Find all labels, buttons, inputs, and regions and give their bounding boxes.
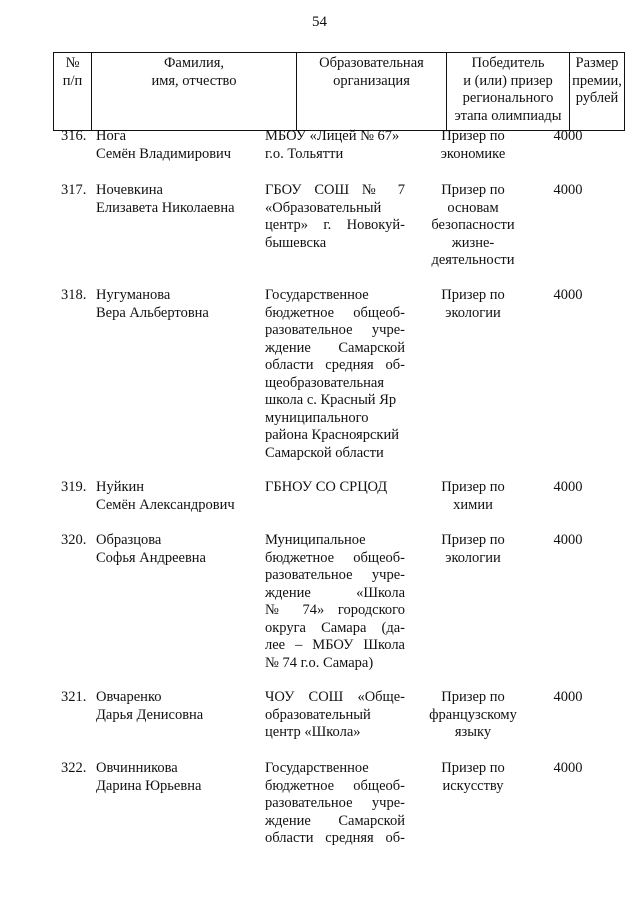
- row-result: Призер по французскому языку: [429, 689, 517, 740]
- row-prize: 4000: [553, 532, 583, 548]
- row-number: 316.: [61, 128, 87, 144]
- row-full-name: Нога Семён Владимирович: [96, 128, 232, 162]
- table-row: [53, 689, 638, 760]
- row-prize: 4000: [553, 287, 583, 303]
- row-number: 322.: [61, 760, 87, 776]
- page-number: 54: [312, 14, 327, 30]
- row-number: 321.: [61, 689, 87, 705]
- row-number: 319.: [61, 479, 87, 495]
- header-org-line: Образовательная: [319, 55, 424, 71]
- row-organization: Государственное бюджетное общеоб- разовательное учре- ждение Самарской области средняя об-: [265, 760, 405, 846]
- row-result: Призер по экологии: [441, 532, 505, 566]
- row-prize: 4000: [553, 479, 583, 495]
- header-name-line: Фамилия,: [163, 55, 225, 71]
- row-full-name: Нугуманова Вера Альбертовна: [96, 287, 209, 321]
- row-prize: 4000: [553, 689, 583, 705]
- row-full-name: Овчаренко Дарья Денисовна: [96, 689, 204, 723]
- table-row: [53, 760, 638, 850]
- header-number-line: №: [65, 55, 80, 71]
- header-number-cell: [54, 53, 92, 131]
- header-org-cell: [297, 53, 447, 131]
- row-organization: МБОУ «Лицей № 67» г.о. Тольятти: [265, 128, 400, 162]
- header-result-line: и (или) призер: [463, 72, 553, 89]
- table-row: [53, 287, 638, 479]
- header-prize-line: Размер: [575, 55, 619, 71]
- row-organization: Муниципальное бюджетное общеоб- разовательное учре- ждение «Школа № 74» городского округа Самара (да- лее – МБОУ Школа № 74 г.о. Самара): [265, 532, 405, 671]
- table-header: [53, 52, 625, 131]
- row-result: Призер по искусству: [441, 760, 505, 794]
- header-name-cell: [92, 53, 297, 131]
- row-result: Призер по основам безопасности жизне- деятельности: [431, 182, 515, 268]
- row-full-name: Ночевкина Елизавета Николаевна: [96, 182, 235, 216]
- header-prize-line: премии,: [572, 72, 622, 89]
- row-prize: 4000: [553, 128, 583, 144]
- row-full-name: Образцова Софья Андреевна: [96, 532, 206, 566]
- row-organization: Государственное бюджетное общеоб- разовательное учре- ждение Самарской области средняя об- щеобразовательная школа с. Красный Яр муниципального района Красноярский Самарской области: [265, 287, 405, 461]
- row-result: Призер по химии: [441, 479, 505, 513]
- records-list: [53, 128, 638, 850]
- row-number: 317.: [61, 182, 87, 198]
- row-number: 320.: [61, 532, 87, 548]
- row-full-name: Нуйкин Семён Александрович: [96, 479, 235, 513]
- header-result-line: регионального: [462, 90, 554, 106]
- row-full-name: Овчинникова Дарина Юрьевна: [96, 760, 202, 794]
- header-prize-cell: [570, 53, 625, 131]
- header-org-line: организация: [333, 72, 410, 89]
- row-organization: ГБОУ СОШ № 7 «Образовательный центр» г. Новокуй- бышевска: [265, 182, 405, 251]
- table-row: [53, 479, 638, 532]
- table-row: [53, 532, 638, 689]
- header-number-line: п/п: [62, 72, 83, 89]
- row-organization: ЧОУ СОШ «Обще- образовательный центр «Школа»: [265, 689, 405, 740]
- row-number: 318.: [61, 287, 87, 303]
- row-prize: 4000: [553, 760, 583, 776]
- header-result-line: Победитель: [471, 55, 545, 71]
- header-result-line: этапа олимпиады: [454, 107, 562, 124]
- table-row: [53, 182, 638, 287]
- row-result: Призер по экономике: [440, 128, 506, 162]
- table-row: [53, 128, 638, 182]
- row-organization: ГБНОУ СО СРЦОД: [265, 479, 388, 495]
- row-prize: 4000: [553, 182, 583, 198]
- row-result: Призер по экологии: [441, 287, 505, 321]
- header-prize-line: рублей: [575, 90, 619, 106]
- header-name-line: имя, отчество: [151, 72, 237, 89]
- header-result-cell: [447, 53, 570, 131]
